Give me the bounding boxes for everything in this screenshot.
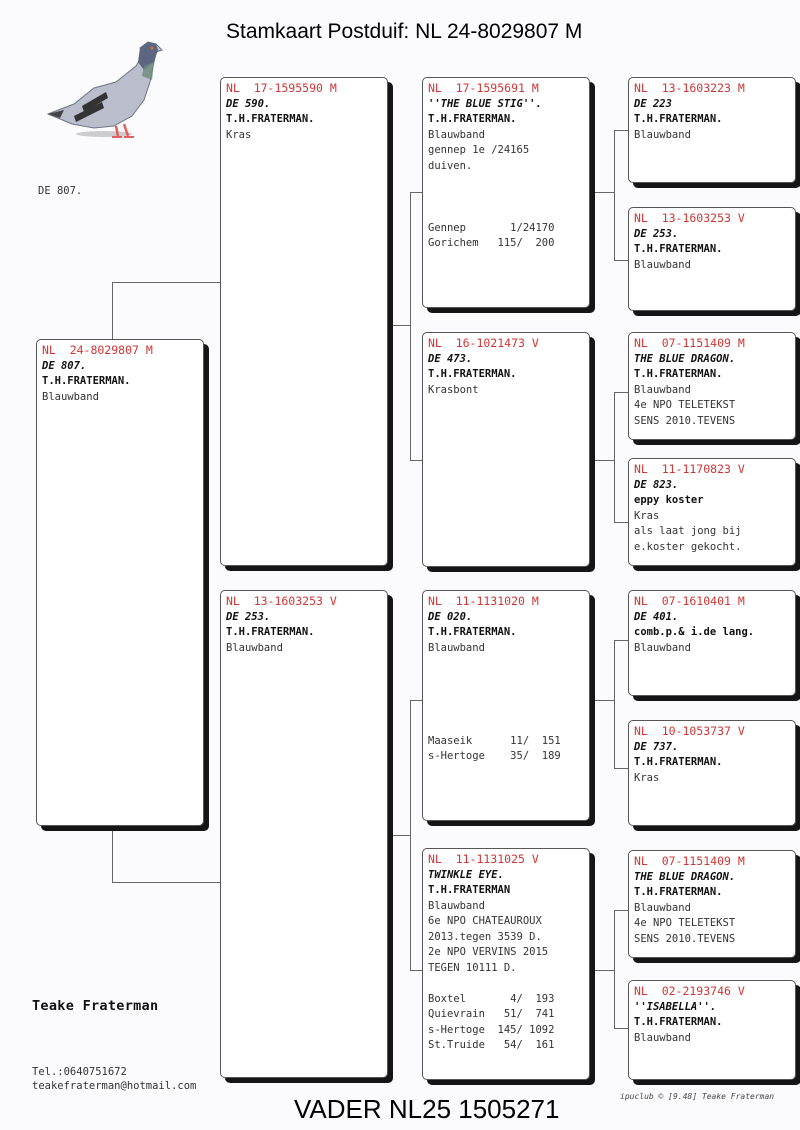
phone: Tel.:0640751672 (32, 1066, 127, 1078)
nickname: DE 737. (634, 740, 679, 753)
pigeon-card-mff[interactable] (628, 590, 796, 696)
ring-number: NL 24-8029807 M (42, 343, 153, 357)
info-line: Blauwband (634, 383, 691, 396)
owner: T.H.FRATERMAN. (634, 113, 723, 125)
ring-number: NL 11-1170823 V (634, 462, 745, 476)
connector (112, 826, 113, 882)
connector (614, 522, 628, 523)
owner: comb.p.& i.de lang. (634, 626, 755, 638)
owner: T.H.FRATERMAN. (428, 368, 517, 380)
nickname: DE 020. (428, 610, 473, 623)
info-line: 4e NPO TELETEKST (634, 399, 736, 411)
connector (614, 640, 615, 768)
info-line: SENS 2010.TEVENS (634, 932, 736, 945)
pigeon-card-subject[interactable] (36, 339, 204, 826)
copyright: ipuclub © [9.48] Teake Fraterman (620, 1092, 775, 1101)
pigeon-card-mfm[interactable] (628, 720, 796, 826)
owner: T.H.FRATERMAN (428, 884, 511, 896)
nickname: DE 253. (634, 227, 679, 240)
connector (112, 282, 222, 283)
connector (614, 910, 615, 1028)
nickname: DE 807. (42, 359, 87, 372)
info-line: SENS 2010.TEVENS (634, 414, 736, 427)
owner: T.H.FRATERMAN. (428, 626, 517, 638)
owner: T.H.FRATERMAN. (634, 243, 723, 255)
ring-number: NL 17-1595691 M (428, 81, 539, 95)
info-line: Blauwband (634, 901, 691, 914)
pigeon-card-father[interactable] (220, 77, 388, 566)
ring-number: NL 13-1603223 M (634, 81, 745, 95)
nickname: ''THE BLUE STIG''. (428, 97, 542, 110)
info-line: Kras (634, 771, 660, 784)
ring-number: NL 02-2193746 V (634, 984, 745, 998)
connector (614, 910, 628, 911)
connector (614, 130, 615, 260)
connector (410, 192, 411, 460)
race-result: Boxtel 4/ 193 (428, 992, 555, 1005)
connector (614, 260, 628, 261)
ring-number: NL 13-1603253 V (634, 211, 745, 225)
pigeon-card-ff[interactable] (422, 77, 590, 308)
connector (112, 882, 222, 883)
info-line: 6e NPO CHATEAUROUX (428, 915, 542, 927)
nickname: DE 223 (634, 97, 672, 110)
page-title: Stamkaart Postduif: NL 24-8029807 M (226, 20, 583, 43)
pigeon-card-mmf[interactable] (628, 850, 796, 958)
owner: T.H.FRATERMAN. (634, 1016, 723, 1028)
info-line: e.koster gekocht. (634, 540, 742, 553)
nickname: DE 401. (634, 610, 679, 623)
connector (614, 392, 628, 393)
connector (590, 700, 614, 701)
ring-number: NL 11-1131020 M (428, 594, 539, 608)
nickname: DE 823. (634, 478, 679, 491)
race-result: s-Hertoge 35/ 189 (428, 750, 561, 762)
info-line: Blauwband (634, 641, 691, 654)
nickname: DE 253. (226, 610, 271, 623)
owner: eppy koster (634, 494, 704, 506)
pigeon-card-ffm[interactable] (628, 207, 796, 311)
ring-number: NL 07-1151409 M (634, 854, 745, 868)
ring-number: NL 07-1151409 M (634, 336, 745, 350)
owner: T.H.FRATERMAN. (634, 886, 723, 898)
owner: T.H.FRATERMAN. (634, 368, 723, 380)
connector (388, 325, 410, 326)
race-result: Maaseik 11/ 151 (428, 734, 561, 747)
race-result: Quievrain 51/ 741 (428, 1008, 555, 1020)
color-line: Blauwband (226, 641, 283, 654)
info-line: duiven. (428, 159, 473, 172)
nickname: ''ISABELLA''. (634, 1000, 717, 1013)
pigeon-card-mother[interactable] (220, 590, 388, 1078)
info-line: Blauwband (428, 128, 485, 141)
pigeon-icon (44, 36, 168, 144)
info-line: Blauwband (428, 641, 485, 654)
info-line: 4e NPO TELETEKST (634, 917, 736, 929)
nickname: THE BLUE DRAGON. (634, 352, 736, 365)
pigeon-card-fmf[interactable] (628, 332, 796, 440)
owner: T.H.FRATERMAN. (42, 375, 131, 387)
connector (614, 130, 628, 131)
info-line: Blauwband (634, 128, 691, 141)
info-line: Blauwband (634, 258, 691, 271)
connector (590, 192, 614, 193)
info-line: Blauwband (634, 1031, 691, 1044)
connector (410, 700, 411, 970)
ring-number: NL 11-1131025 V (428, 852, 539, 866)
owner: T.H.FRATERMAN. (226, 113, 315, 125)
info-line: TEGEN 10111 D. (428, 961, 517, 974)
connector (614, 392, 615, 522)
color-line: Kras (226, 128, 252, 141)
info-line: Kras (634, 509, 660, 522)
sire-title: VADER NL25 1505271 (294, 1094, 560, 1124)
race-result: Gennep 1/24170 (428, 221, 555, 234)
email: teakefraterman@hotmail.com (32, 1080, 197, 1092)
connector (388, 835, 410, 836)
ring-number: NL 10-1053737 V (634, 724, 745, 738)
info-line: als laat jong bij (634, 525, 742, 537)
pigeon-card-mm[interactable] (422, 848, 590, 1080)
info-line: Krasbont (428, 383, 479, 396)
race-result: s-Hertoge 145/ 1092 (428, 1023, 555, 1036)
pigeon-card-mmm[interactable] (628, 980, 796, 1080)
race-result: St.Truide 54/ 161 (428, 1039, 555, 1051)
pigeon-card-mf[interactable] (422, 590, 590, 821)
ring-number: NL 16-1021473 V (428, 336, 539, 350)
ring-number: NL 17-1595590 M (226, 81, 337, 95)
owner: T.H.FRATERMAN. (226, 626, 315, 638)
pigeon-card-fm[interactable] (422, 332, 590, 567)
nickname: THE BLUE DRAGON. (634, 870, 736, 883)
connector (112, 282, 113, 342)
info-line: gennep 1e /24165 (428, 144, 530, 156)
connector (590, 970, 614, 971)
race-result: Gorichem 115/ 200 (428, 237, 555, 249)
info-line: Blauwband (428, 899, 485, 912)
pigeon-card-fmm[interactable] (628, 458, 796, 566)
connector (614, 768, 628, 769)
connector (614, 1028, 628, 1029)
nickname: TWINKLE EYE. (428, 868, 504, 881)
breeder-name: Teake Fraterman (32, 998, 159, 1014)
ring-number: NL 07-1610401 M (634, 594, 745, 608)
ring-number: NL 13-1603253 V (226, 594, 337, 608)
owner: T.H.FRATERMAN. (634, 756, 723, 768)
nickname: DE 590. (226, 97, 271, 110)
subject-short-label: DE 807. (38, 185, 83, 197)
contact-info (32, 1065, 196, 1093)
info-line: 2e NPO VERVINS 2015 (428, 946, 549, 958)
nickname: DE 473. (428, 352, 473, 365)
pigeon-card-fff[interactable] (628, 77, 796, 183)
color-line: Blauwband (42, 390, 99, 403)
connector (614, 640, 628, 641)
info-line: 2013.tegen 3539 D. (428, 930, 542, 943)
owner: T.H.FRATERMAN. (428, 113, 517, 125)
connector (590, 460, 614, 461)
